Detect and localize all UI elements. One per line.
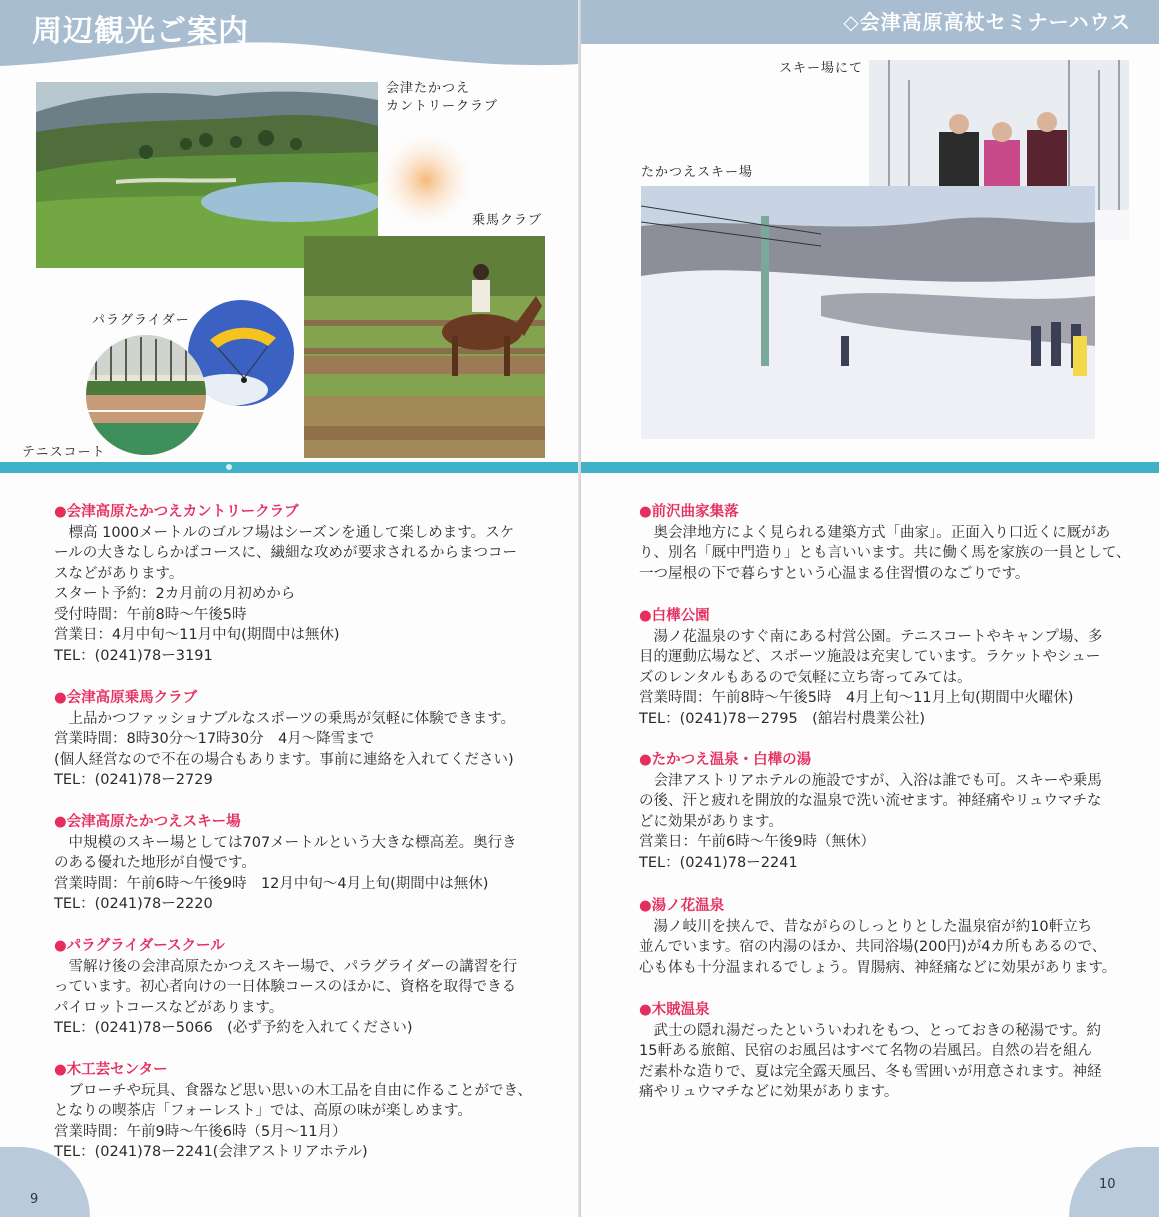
section-line: 湯ノ花温泉のすぐ南にある村営公園。テニスコートやキャンプ場、多 bbox=[639, 628, 1103, 645]
section-line: 会津アストリアホテルの施設ですが、入浴は誰でも可。スキーや乗馬 bbox=[639, 772, 1102, 789]
section-line: 心も体も十分温まれるでしょう。胃腸病、神経痛などに効果があります。 bbox=[639, 959, 1117, 976]
right-header-banner bbox=[581, 0, 1159, 44]
section-line: TEL：(0241)78ー2729 bbox=[54, 772, 213, 788]
paraglider-caption: パラグライダー bbox=[92, 313, 190, 328]
section-heading bbox=[639, 502, 1139, 523]
section-line: ズのレンタルもあるので気軽に立ち寄ってみては。 bbox=[639, 669, 972, 686]
section-line: 15軒ある旅館、民宿のお風呂はすべて名物の岩風呂。自然の岩を組ん bbox=[639, 1043, 1093, 1059]
bullet-icon: ● bbox=[639, 504, 652, 520]
section-heading-text: パラグライダースクール bbox=[66, 938, 225, 954]
section-line: 営業時間：8時30分〜17時30分 4月〜降雪まで bbox=[54, 731, 375, 747]
section-heading-text: 白樺公園 bbox=[651, 608, 710, 624]
section-line: の後、汗と疲れを開放的な温泉で洗い流せます。神経痛やリュウマチな bbox=[639, 793, 1102, 809]
right-page bbox=[581, 0, 1159, 1217]
sun-decoration bbox=[376, 130, 476, 230]
section-line: 湯ノ岐川を挟んで、昔ながらのしっとりとした温泉宿が約10軒立ち bbox=[639, 918, 1093, 935]
section-divider-left bbox=[0, 462, 580, 473]
section-heading bbox=[639, 750, 1139, 771]
section-line: 営業時間：午前9時〜午後6時（5月〜11月） bbox=[54, 1123, 347, 1140]
section-line: のある優れた地形が自慢です。 bbox=[54, 855, 256, 871]
section-line: だ素朴な造りで、夏は完全露天風呂、冬も雪囲いが用意されます。神経 bbox=[639, 1063, 1102, 1080]
section-line: (個人経営なので不在の場合もあります。事前に連絡を入れてください) bbox=[54, 751, 514, 768]
section-heading bbox=[54, 1060, 564, 1081]
section-line: 武士の隠れ湯だったといういわれをもつ、とっておきの秘湯です。約 bbox=[639, 1022, 1101, 1039]
divider-dot bbox=[226, 464, 232, 470]
section-heading bbox=[639, 606, 1139, 627]
horse-riding-photo bbox=[304, 236, 545, 458]
bullet-icon: ● bbox=[54, 938, 67, 954]
page-number-right-badge bbox=[1069, 1147, 1159, 1217]
section-line: 中規模のスキー場としては707メートルという大きな標高差。奥行き bbox=[54, 834, 517, 851]
section-heading bbox=[54, 688, 564, 709]
section-line: ールの大きなしらかばコースに、繊細な攻めが要求されるからまつコー bbox=[54, 545, 517, 561]
section-line: ブローチや玩具、食器など思い思いの木工品を自由に作ることができ、 bbox=[54, 1082, 532, 1099]
bullet-icon: ● bbox=[54, 814, 67, 830]
section-heading-text: 木工芸センター bbox=[66, 1062, 168, 1078]
section-line: TEL：(0241)78ー2241(会津アストリアホテル) bbox=[54, 1144, 368, 1160]
section-line: 標高 1000メートルのゴルフ場はシーズンを通して楽しめます。スケ bbox=[54, 524, 515, 541]
page-title: 周辺観光ご案内 bbox=[32, 14, 249, 49]
section-heading-text: 会津高原乗馬クラブ bbox=[66, 690, 198, 706]
bullet-icon: ● bbox=[54, 1062, 67, 1078]
section-line: パイロットコースなどがあります。 bbox=[54, 999, 284, 1016]
page-number-left: 9 bbox=[30, 1192, 39, 1207]
section-heading-text: 木賊温泉 bbox=[651, 1002, 710, 1018]
section-line: TEL：(0241)78ー2241 bbox=[639, 854, 798, 871]
horse-caption: 乗馬クラブ bbox=[472, 213, 543, 228]
tennis-caption: テニスコート bbox=[22, 445, 106, 460]
left-header-banner bbox=[0, 0, 580, 80]
section-line: 痛やリュウマチなどに効果があります。 bbox=[639, 1084, 899, 1100]
info-section bbox=[639, 606, 1139, 729]
info-section bbox=[639, 502, 1139, 584]
info-section bbox=[639, 1000, 1139, 1103]
facility-title: ◇会津高原高杖セミナーハウス bbox=[843, 10, 1131, 34]
section-heading-text: 前沢曲家集落 bbox=[651, 504, 739, 520]
bullet-icon: ● bbox=[639, 608, 652, 624]
section-line: TEL：(0241)78ー5066 (必ず予約を入れてください) bbox=[54, 1020, 413, 1036]
bullet-icon: ● bbox=[639, 752, 652, 768]
info-section bbox=[639, 896, 1139, 978]
ski-party-caption: スキー場にて bbox=[779, 61, 864, 76]
section-line: スなどがあります。 bbox=[54, 565, 184, 582]
ski-area-caption: たかつえスキー場 bbox=[641, 165, 754, 180]
section-line: 営業日：4月中旬〜11月中旬(期間中は無休) bbox=[54, 627, 340, 643]
section-line: となりの喫茶店「フォーレスト」では、高原の味が楽しめます。 bbox=[54, 1103, 472, 1119]
section-line: スタート予約：2カ月前の月初めから bbox=[54, 586, 296, 602]
section-heading bbox=[54, 812, 564, 833]
section-line: 営業時間：午前6時〜午後9時 12月中旬〜4月上旬(期間中は無休) bbox=[54, 875, 489, 892]
info-section bbox=[639, 750, 1139, 873]
section-heading bbox=[54, 936, 564, 957]
section-line: 受付時間：午前8時〜午後5時 bbox=[54, 606, 247, 623]
section-line: 奥会津地方によく見られる建築方式「曲家」。正面入り口近くに厩があ bbox=[639, 524, 1111, 541]
section-line: どに効果があります。 bbox=[639, 813, 783, 830]
info-section bbox=[54, 1060, 564, 1163]
section-heading bbox=[54, 502, 564, 523]
bullet-icon: ● bbox=[639, 1002, 652, 1018]
section-line: 並んでいます。宿の内湯のほか、共同浴場(200円)が4カ所もあるので、 bbox=[639, 939, 1107, 955]
section-line: 雪解け後の会津高原たかつえスキー場で、パラグライダーの講習を行 bbox=[54, 958, 518, 975]
section-line: 目的運動広場など、スポーツ施設は充実しています。ラケットやシュー bbox=[639, 649, 1101, 665]
info-section bbox=[54, 812, 564, 915]
tennis-court-photo bbox=[86, 335, 206, 455]
section-heading bbox=[639, 896, 1139, 917]
info-section bbox=[54, 936, 564, 1039]
section-line: 一つ屋根の下で暮らすという心温まる住習慣のなごりです。 bbox=[639, 565, 1030, 582]
section-divider-right bbox=[581, 462, 1159, 473]
page-number-right: 10 bbox=[1099, 1177, 1116, 1192]
section-heading bbox=[639, 1000, 1139, 1021]
section-line: っています。初心者向けの一日体験コースのほかに、資格を取得できる bbox=[54, 979, 517, 995]
section-heading-text: 会津高原たかつえスキー場 bbox=[66, 814, 241, 830]
bullet-icon: ● bbox=[639, 898, 652, 914]
section-line: TEL：(0241)78ー3191 bbox=[54, 647, 213, 664]
section-line: TEL：(0241)78ー2795 (舘岩村農業公社) bbox=[639, 710, 925, 727]
section-line: 上品かつファッショナブルなスポーツの乗馬が気軽に体験できます。 bbox=[54, 710, 516, 727]
bullet-icon: ● bbox=[54, 504, 67, 520]
section-line: り、別名「厩中門造り」とも言いいます。共に働く馬を家族の一員として、 bbox=[639, 545, 1131, 561]
section-heading-text: たかつえ温泉・白樺の湯 bbox=[651, 752, 812, 768]
info-section bbox=[54, 502, 564, 666]
section-line: 営業時間：午前8時〜午後5時 4月上旬〜11月上旬(期間中火曜休) bbox=[639, 690, 1074, 706]
section-heading-text: 会津高原たかつえカントリークラブ bbox=[66, 504, 299, 520]
golf-caption: 会津たかつえ カントリークラブ bbox=[386, 81, 499, 114]
info-section bbox=[54, 688, 564, 791]
section-line: TEL：(0241)78ー2220 bbox=[54, 896, 213, 912]
section-line: 営業日：午前6時〜午後9時（無休） bbox=[639, 834, 875, 850]
ski-area-photo bbox=[641, 186, 1095, 439]
bullet-icon: ● bbox=[54, 690, 67, 706]
section-heading-text: 湯ノ花温泉 bbox=[651, 898, 725, 914]
